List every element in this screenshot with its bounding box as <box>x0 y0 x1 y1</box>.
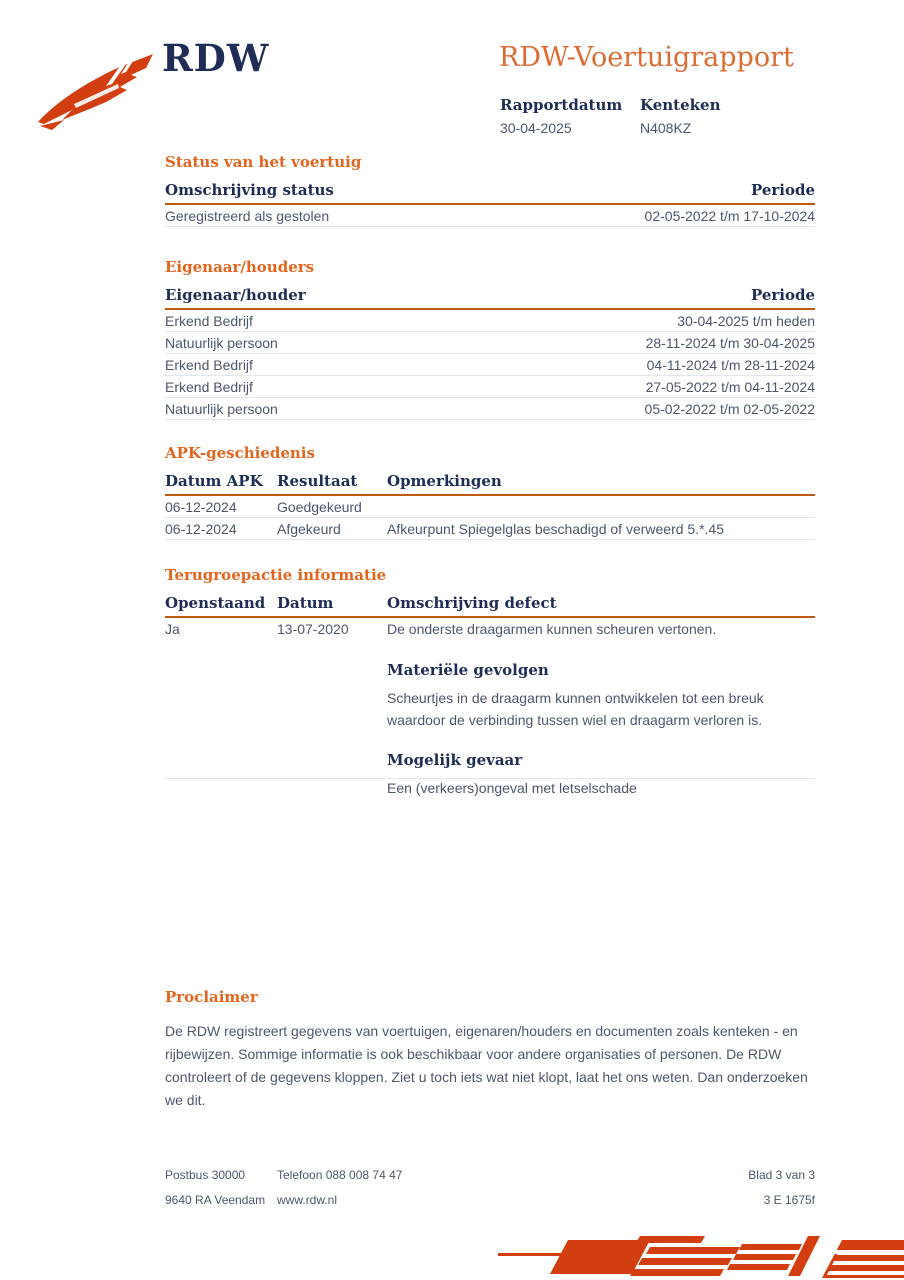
table-row <box>165 332 815 354</box>
footer-line-2 <box>165 1193 815 1207</box>
table-row <box>165 496 815 518</box>
license-plate-value: N408KZ <box>640 120 692 136</box>
footer-website: www.rdw.nl <box>277 1193 338 1207</box>
section-vehicle-status <box>165 153 815 227</box>
rdw-speedlines-icon <box>490 1230 904 1280</box>
section-heading: Terugroepactie informatie <box>165 566 387 584</box>
owner-period: 28-11-2024 t/m 30-04-2025 <box>645 334 815 351</box>
recall-open: Ja <box>165 620 180 637</box>
apk-date: 06-12-2024 <box>165 520 237 537</box>
owner-period: 05-02-2022 t/m 02-05-2022 <box>644 400 815 417</box>
column-header-apk-date: Datum APK <box>165 472 263 490</box>
column-header-open: Openstaand <box>165 594 266 612</box>
table-header-row <box>165 286 815 310</box>
column-header-owner: Eigenaar/houder <box>165 286 306 304</box>
column-header-defect: Omschrijving defect <box>387 594 557 612</box>
rdw-logo-text: RDW <box>162 36 270 80</box>
section-heading: Eigenaar/houders <box>165 258 315 276</box>
license-plate-label: Kenteken <box>640 96 721 114</box>
footer-line-1 <box>165 1168 815 1182</box>
column-header-result: Resultaat <box>277 472 358 490</box>
recall-date: 13-07-2020 <box>277 620 349 637</box>
apk-remarks: Afkeurpunt Spiegelglas beschadigd of verweerd 5.*.45 <box>387 520 724 537</box>
apk-result: Goedgekeurd <box>277 498 362 515</box>
section-heading: APK-geschiedenis <box>165 444 315 462</box>
table-row <box>165 376 815 398</box>
footer-address-line2: 9640 RA Veendam <box>165 1193 266 1207</box>
recall-defect: De onderste draagarmen kunnen scheuren vertonen. <box>387 620 717 637</box>
possible-danger-heading: Mogelijk gevaar <box>387 751 523 769</box>
report-meta <box>500 96 780 136</box>
section-apk-history <box>165 444 815 540</box>
apk-result: Afgekeurd <box>277 520 341 537</box>
page-title: RDW-Voertuigrapport <box>499 42 794 73</box>
owner-type: Erkend Bedrijf <box>165 312 253 329</box>
section-owners <box>165 258 815 420</box>
material-consequences-heading: Materiële gevolgen <box>387 661 549 679</box>
report-date-label: Rapportdatum <box>500 96 623 114</box>
owner-type: Natuurlijk persoon <box>165 400 278 417</box>
owner-type: Natuurlijk persoon <box>165 334 278 351</box>
owner-period: 04-11-2024 t/m 28-11-2024 <box>646 356 815 373</box>
section-proclaimer <box>165 988 815 1112</box>
table-header-row <box>165 181 815 205</box>
column-header-description: Omschrijving status <box>165 181 334 199</box>
column-header-remarks: Opmerkingen <box>387 472 502 490</box>
owner-period: 27-05-2022 t/m 04-11-2024 <box>645 378 815 395</box>
table-row <box>165 518 815 540</box>
column-header-date: Datum <box>277 594 334 612</box>
table-row <box>165 398 815 420</box>
license-plate-block <box>640 96 780 136</box>
report-date-block <box>500 96 640 136</box>
table-header-row <box>165 594 815 618</box>
table-row <box>165 205 815 227</box>
possible-danger-text: Een (verkeers)ongeval met letselschade <box>387 780 637 796</box>
status-description: Geregistreerd als gestolen <box>165 207 330 224</box>
table-header-row <box>165 472 815 496</box>
column-header-period: Periode <box>750 181 815 199</box>
section-divider <box>165 778 815 779</box>
apk-date: 06-12-2024 <box>165 498 237 515</box>
section-heading: Status van het voertuig <box>165 153 362 171</box>
proclaimer-heading: Proclaimer <box>165 988 258 1006</box>
footer-page-indicator: Blad 3 van 3 <box>748 1168 815 1182</box>
report-date-value: 30-04-2025 <box>500 120 572 136</box>
table-row <box>165 618 815 639</box>
owner-type: Erkend Bedrijf <box>165 378 253 395</box>
section-recall-info <box>165 566 815 799</box>
footer-form-code: 3 E 1675f <box>763 1193 815 1207</box>
owner-period: 30-04-2025 t/m heden <box>677 312 815 329</box>
owner-type: Erkend Bedrijf <box>165 356 253 373</box>
status-period: 02-05-2022 t/m 17-10-2024 <box>644 207 815 224</box>
table-row <box>165 354 815 376</box>
footer-phone: Telefoon 088 008 74 47 <box>277 1168 403 1182</box>
material-consequences-text: Scheurtjes in de draagarm kunnen ontwikkelen tot een breuk waardoor de verbinding tussen wiel en draagarm verloren is. <box>387 690 764 728</box>
rdw-feather-icon <box>34 50 158 132</box>
column-header-period: Periode <box>750 286 815 304</box>
footer-address-line1: Postbus 30000 <box>165 1168 246 1182</box>
recall-material-consequences <box>387 661 815 731</box>
proclaimer-text: De RDW registreert gegevens van voertuigen, eigenaren/houders en documenten zoals kenteken - en rijbewijzen. Sommige informatie is ook beschikbaar voor andere organisaties of personen. De RDW controleert of de gegevens kloppen. Ziet u toch iets wat niet klopt, laat het ons weten. Dan onderzoeken we dit. <box>165 1023 808 1108</box>
table-row <box>165 310 815 332</box>
recall-possible-danger <box>387 751 815 799</box>
